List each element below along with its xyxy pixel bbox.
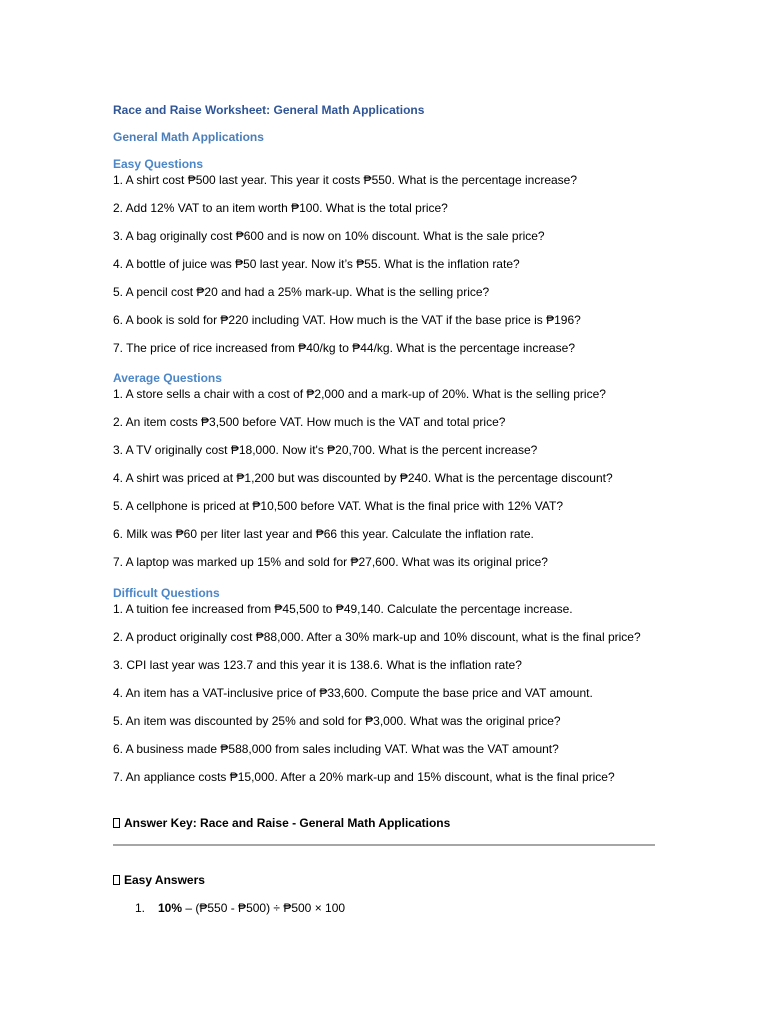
question-item: 7. The price of rice increased from ₱40/kg to ₱44/kg. What is the percentage increase?	[113, 341, 576, 355]
question-item: 5. A cellphone is priced at ₱10,500 before VAT. What is the final price with 12% VAT?	[113, 499, 564, 513]
question-item: 1. A shirt cost ₱500 last year. This year it costs ₱550. What is the percentage increase?	[113, 173, 578, 187]
question-item: 4. A shirt was priced at ₱1,200 but was discounted by ₱240. What is the percentage discount?	[113, 471, 613, 485]
easy-answers-label: Easy Answers	[124, 873, 205, 887]
question-item: 3. CPI last year was 123.7 and this year it is 138.6. What is the inflation rate?	[113, 658, 522, 672]
section-heading: Easy Questions	[113, 157, 204, 171]
answer-number: 1.	[135, 901, 146, 915]
question-item: 2. An item costs ₱3,500 before VAT. How much is the VAT and total price?	[113, 415, 506, 429]
question-item: 7. An appliance costs ₱15,000. After a 20% mark-up and 15% discount, what is the final price?	[113, 770, 615, 784]
section-heading: Difficult Questions	[113, 586, 220, 600]
section-heading: Average Questions	[113, 371, 222, 385]
question-item: 4. An item has a VAT-inclusive price of ₱33,600. Compute the base price and VAT amount.	[113, 686, 593, 700]
question-item: 6. Milk was ₱60 per liter last year and ₱66 this year. Calculate the inflation rate.	[113, 527, 534, 541]
question-list	[113, 172, 658, 357]
question-item: 3. A TV originally cost ₱18,000. Now it's ₱20,700. What is the percent increase?	[113, 443, 538, 457]
question-item: 2. Add 12% VAT to an item worth ₱100. What is the total price?	[113, 201, 448, 215]
question-item: 1. A store sells a chair with a cost of ₱2,000 and a mark-up of 20%. What is the selling price?	[113, 387, 606, 401]
question-item: 5. An item was discounted by 25% and sold for ₱3,000. What was the original price?	[113, 714, 561, 728]
answer-key-title: Answer Key: Race and Raise - General Math Applications	[124, 816, 451, 830]
missing-glyph-icon	[113, 818, 120, 828]
answer-work: – (₱550 - ₱500) ÷ ₱500 × 100	[182, 901, 346, 915]
question-item: 6. A book is sold for ₱220 including VAT. How much is the VAT if the base price is ₱196?	[113, 313, 581, 327]
answer-key-heading	[113, 816, 450, 830]
question-item: 2. A product originally cost ₱88,000. After a 30% mark-up and 10% discount, what is the final price?	[113, 630, 641, 644]
section-easy-questions	[113, 157, 658, 368]
question-list	[113, 601, 658, 786]
question-item: 4. A bottle of juice was ₱50 last year. Now it’s ₱55. What is the inflation rate?	[113, 257, 520, 271]
horizontal-divider	[113, 844, 655, 846]
easy-answers-heading	[113, 873, 205, 887]
question-item: 5. A pencil cost ₱20 and had a 25% mark-up. What is the selling price?	[113, 285, 490, 299]
question-item: 1. A tuition fee increased from ₱45,500 to ₱49,140. Calculate the percentage increase.	[113, 602, 573, 616]
worksheet-subtitle: General Math Applications	[113, 130, 264, 144]
worksheet-title: Race and Raise Worksheet: General Math Applications	[113, 103, 425, 117]
question-item: 6. A business made ₱588,000 from sales including VAT. What was the VAT amount?	[113, 742, 559, 756]
section-average-questions	[113, 371, 658, 582]
section-difficult-questions	[113, 586, 658, 797]
question-item: 3. A bag originally cost ₱600 and is now on 10% discount. What is the sale price?	[113, 229, 545, 243]
answer-item	[135, 901, 345, 915]
question-list	[113, 386, 658, 571]
question-item: 7. A laptop was marked up 15% and sold for ₱27,600. What was its original price?	[113, 555, 548, 569]
missing-glyph-icon	[113, 875, 120, 885]
answer-value: 10%	[158, 901, 183, 915]
